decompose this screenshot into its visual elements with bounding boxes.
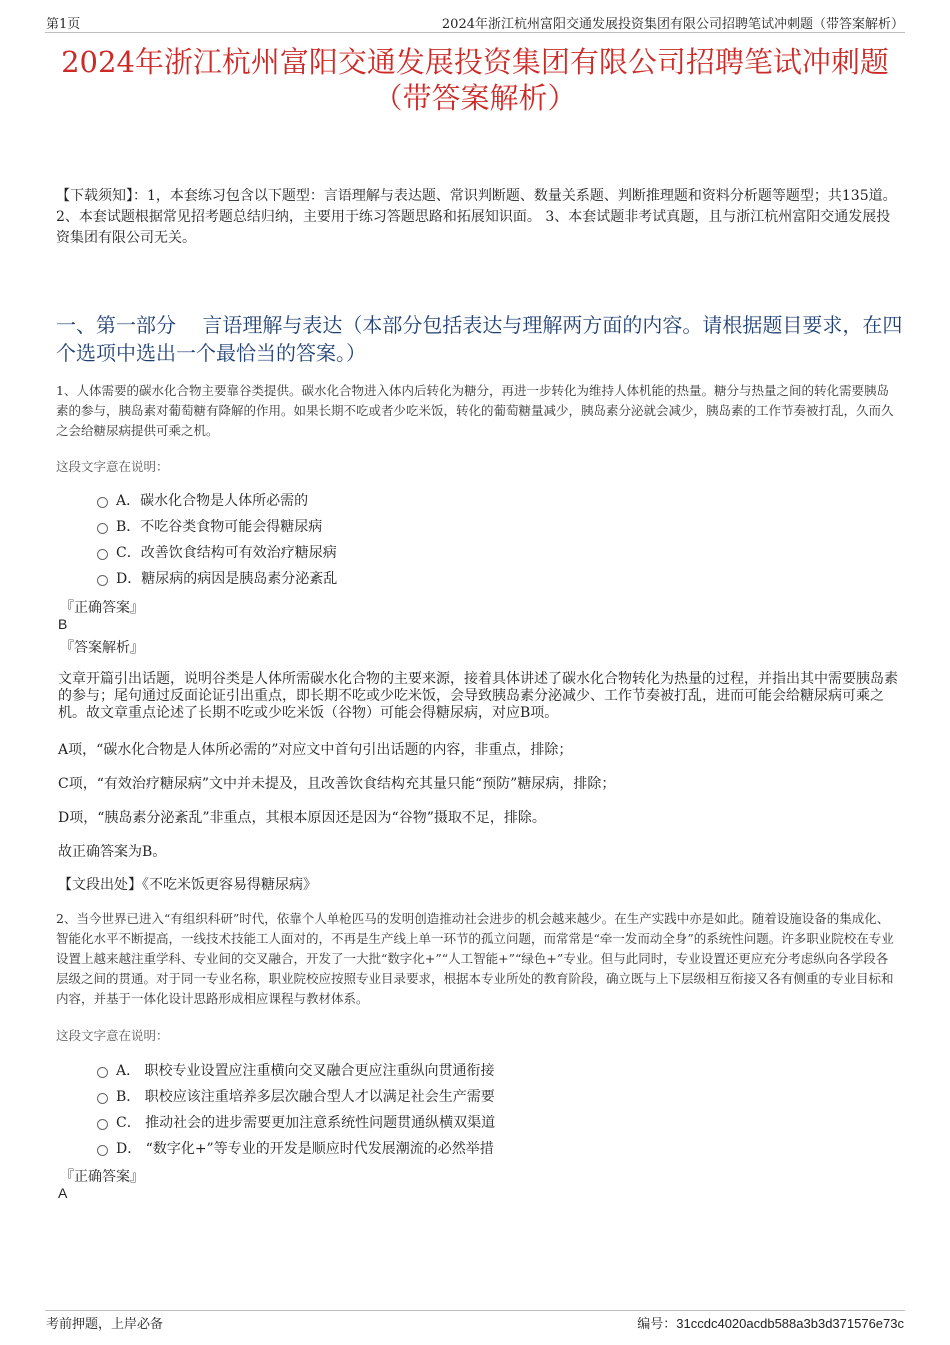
footer-code-value: 31ccdc4020acdb588a3b3d371576e73c (676, 1316, 904, 1331)
footer-code-label: 编号： (637, 1317, 677, 1332)
radio-icon[interactable] (97, 497, 108, 508)
option-label: D． “数字化+”等专业的开发是顺应时代发展潮流的必然举措 (116, 1141, 494, 1157)
question-2-answer: A (58, 1185, 68, 1201)
question-2-option-d[interactable] (97, 1138, 494, 1158)
question-1-prompt: 这段文字意在说明： (56, 459, 169, 474)
question-1-option-c[interactable] (97, 542, 337, 562)
question-2-text: 2、当今世界已进入“有组织科研”时代，依靠个人单枪匹马的发明创造推动社会进步的机会越来越少。在生产实践中亦是如此。随着设施设备的集成化、智能化水平不断提高，一线技术技能工人面对的，不再是生产线上单一环节的孤立问题，而常常是“牵一发而动全身”的系统性问题。许多职业院校在专业设置上越来越注重学科、专业间的交叉融合，开发了一大批“数字化+”“人工智能+”“绿色+”专业。但与此同时，专业设置还更应充分考虑纵向各学段各层级之间的贯通。对于同一专业名称，职业院校应按照专业目录要求，根据本专业所处的教育阶段，确立既与上下层级相互衔接又各有侧重的专业目标和内容，并基于一体化设计思路形成相应课程与教材体系。 (56, 911, 894, 1006)
radio-icon[interactable] (97, 575, 108, 586)
option-label: C．改善饮食结构可有效治疗糖尿病 (116, 545, 337, 561)
radio-icon[interactable] (97, 1067, 108, 1078)
question-2-option-b[interactable] (97, 1086, 495, 1106)
question-2-prompt: 这段文字意在说明： (56, 1028, 169, 1043)
footer-slogan: 考前押题，上岸必备 (46, 1317, 164, 1332)
radio-icon[interactable] (97, 523, 108, 534)
option-label: A．碳水化合物是人体所必需的 (116, 493, 309, 509)
question-1-text: 1、人体需要的碳水化合物主要靠谷类提供。碳水化合物进入体内后转化为糖分，再进一步转化为维持人体机能的热量。糖分与热量之间的转化需要胰岛素的参与，胰岛素对葡萄糖有降解的作用。如果长期不吃或者少吃米饭，转化的葡萄糖量减少，胰岛素分泌就会减少，胰岛素的工作节奏被打乱，久而久之会给糖尿病提供可乘之机。 (56, 383, 894, 438)
radio-icon[interactable] (97, 1119, 108, 1130)
option-label: B． 职校应该注重培养多层次融合型人才以满足社会生产需要 (116, 1089, 495, 1105)
question-1-option-d[interactable] (97, 568, 337, 588)
option-label: B．不吃谷类食物可能会得糖尿病 (116, 519, 323, 535)
section-heading: 一、第一部分 言语理解与表达（本部分包括表达与理解两方面的内容。请根据题目要求，在四个选项中选出一个最恰当的答案。） (56, 313, 903, 365)
radio-icon[interactable] (97, 1093, 108, 1104)
header-doc-title: 2024年浙江杭州富阳交通发展投资集团有限公司招聘笔试冲刺题（带答案解析） (441, 17, 904, 32)
question-1-analysis-label: 『答案解析』 (60, 640, 144, 656)
question-2-option-c[interactable] (97, 1112, 495, 1132)
analysis-paragraph: 文章开篇引出话题，说明谷类是人体所需碳水化合物的主要来源，接着具体讲述了碳水化合物转化为热量的过程，并指出其中需要胰岛素的参与；尾句通过反面论证引出重点，即长期不吃或少吃米饭，会导致胰岛素分泌减少、工作节奏被打乱，进而可能会给糖尿病可乘之机。故文章重点论述了长期不吃或少吃米饭（谷物）可能会得糖尿病，对应B项。 (58, 671, 898, 721)
download-notice: 【下载须知】：1，本套练习包含以下题型：言语理解与表达题、常识判断题、数量关系题、判断推理题和资料分析题等题型；共135道。 2、本套试题根据常见招考题总结归纳，主要用于练习答题思路和拓展知识面。 3、本套试题非考试真题，且与浙江杭州富阳交通发展投资集团有限公司无关。 (56, 188, 897, 246)
header-divider (45, 32, 905, 33)
footer-divider (45, 1310, 905, 1311)
question-1-answer: B (58, 616, 68, 632)
option-label: D．糖尿病的病因是胰岛素分泌紊乱 (116, 571, 338, 587)
question-1-option-b[interactable] (97, 516, 322, 536)
footer-code (637, 1313, 904, 1332)
radio-icon[interactable] (97, 1145, 108, 1156)
analysis-paragraph: 故正确答案为B。 (58, 844, 167, 860)
option-label: A． 职校专业设置应注重横向交叉融合更应注重纵向贯通衔接 (116, 1063, 495, 1079)
analysis-paragraph: A项，“碳水化合物是人体所必需的”对应文中首句引出话题的内容，非重点，排除； (58, 742, 573, 758)
analysis-paragraph: D项，“胰岛素分泌紊乱”非重点，其根本原因还是因为“谷物”摄取不足，排除。 (58, 810, 546, 826)
document-title: 2024年浙江杭州富阳交通发展投资集团有限公司招聘笔试冲刺题（带答案解析） (61, 45, 889, 115)
question-1-option-a[interactable] (97, 490, 308, 510)
question-2-answer-label: 『正确答案』 (60, 1169, 144, 1185)
analysis-paragraph: C项，“有效治疗糖尿病”文中并未提及，且改善饮食结构充其量只能“预防”糖尿病，排除； (58, 776, 616, 792)
question-2-option-a[interactable] (97, 1060, 495, 1080)
question-1-answer-label: 『正确答案』 (60, 600, 144, 616)
page-number: 第1页 (46, 17, 81, 32)
question-1-source: 【文段出处】《不吃米饭更容易得糖尿病》 (58, 877, 317, 893)
option-label: C． 推动社会的进步需要更加注意系统性问题贯通纵横双渠道 (116, 1115, 496, 1131)
radio-icon[interactable] (97, 549, 108, 560)
